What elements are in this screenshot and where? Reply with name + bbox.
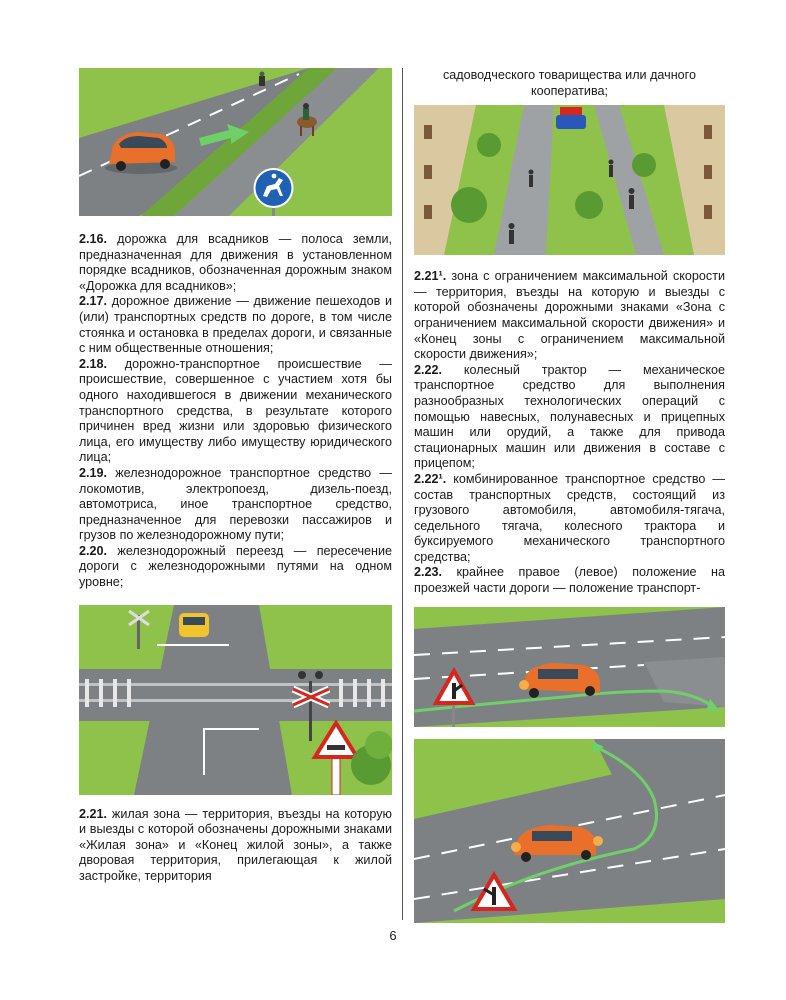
definition-2-22-1 [414, 472, 725, 566]
definition-text: колесный трактор — механическое транспортное средство для выполнения разнообразных технологических операций с помощью навесных, полунавесных и прицепных машин или орудий, а также для привода стационарных машин или движения в составе с прицепом; [414, 362, 726, 471]
illustration-left-position [414, 739, 725, 923]
definition-number: 2.23. [414, 565, 443, 580]
definition-2-16 [79, 232, 392, 294]
column-divider [402, 68, 403, 920]
definition-number: 2.18. [79, 356, 108, 371]
right-column [414, 68, 725, 923]
car-image [556, 107, 586, 129]
illustration-railway-crossing [79, 605, 392, 795]
illustration-right-position [414, 607, 725, 727]
definition-text: дорожное движение — движение пешеходов и (или) транспортных средств по дороге, в том числе стоянка и остановка в пределах дороги, и связанные с ним общественные отношения; [79, 294, 392, 356]
definition-text: железнодорожный переезд — пересечение дороги с железнодорожными путями на одном уровне; [79, 543, 392, 590]
definition-2-23 [414, 565, 725, 596]
motorcycle-image [259, 72, 265, 87]
definition-text: крайнее правое (левое) положение на проезжей части дороги — положение транспорт- [414, 565, 725, 596]
definition-2-18 [79, 357, 392, 466]
left-column [79, 68, 392, 885]
definition-number: 2.22¹. [414, 471, 447, 486]
definition-text: комбинированное транспортное средство — состав транспортных средств, состоящий из грузового автомобиля, автомобиля-тягача, седельного тягача, колесного трактора и буксируемого механического транспортного средства; [414, 471, 725, 564]
definition-number: 2.20. [79, 543, 108, 558]
definition-2-21 [79, 807, 392, 885]
definition-number: 2.16. [79, 232, 108, 246]
definition-text: дорожно-транспортное происшествие — происшествие, совершенное с участием хотя бы одного находившегося в движении механического транспортного средства, в результате которого причинен вред жизни или здоровью физического лица, его имуществу либо имуществу юридического лица; [79, 356, 393, 465]
definition-number: 2.21¹. [414, 269, 447, 284]
definition-2-21-continuation: садоводческого товарищества или дачного кооператива; [442, 68, 696, 98]
definition-2-20 [79, 544, 392, 591]
illustration-bridle-path [79, 68, 392, 216]
definition-2-22 [414, 363, 725, 472]
definition-number: 2.22. [414, 362, 443, 377]
definition-text: зона с ограничением максимальной скорости — территория, въезды на которую и выезды с которой обозначены дорожными знаками «Зона с ограничением максимальной скорости движения» и «Конец зоны с ограничением максимальной скорости движения»; [414, 269, 725, 362]
definition-2-17 [79, 294, 392, 356]
definition-number: 2.17. [79, 294, 108, 309]
definition-number: 2.19. [79, 465, 108, 480]
definition-text: дорожка для всадников — полоса земли, предназначенная для движения в установленном порядке всадников, обозначенная дорожным знаком «Дорожка для всадников»; [79, 232, 393, 293]
definition-2-19 [79, 466, 392, 544]
page-number: 6 [389, 928, 397, 943]
definition-text: жилая зона — территория, въезды на которую и выезды с которой обозначены дорожными знаками «Жилая зона» и «Конец жилой зоны», а также дворовая территория, прилегающая к жилой застройке, территория [79, 806, 392, 884]
definition-number: 2.21. [79, 806, 108, 821]
definition-text: железнодорожное транспортное средство — локомотив, электропоезд, дизель-поезд, автомотриса, иное транспортное средство, предназначенное для перевозки пассажиров и грузов по железнодорожному пути; [79, 465, 392, 543]
definition-2-21-1 [414, 269, 725, 363]
illustration-residential-zone [414, 105, 725, 255]
car-image [179, 613, 209, 637]
